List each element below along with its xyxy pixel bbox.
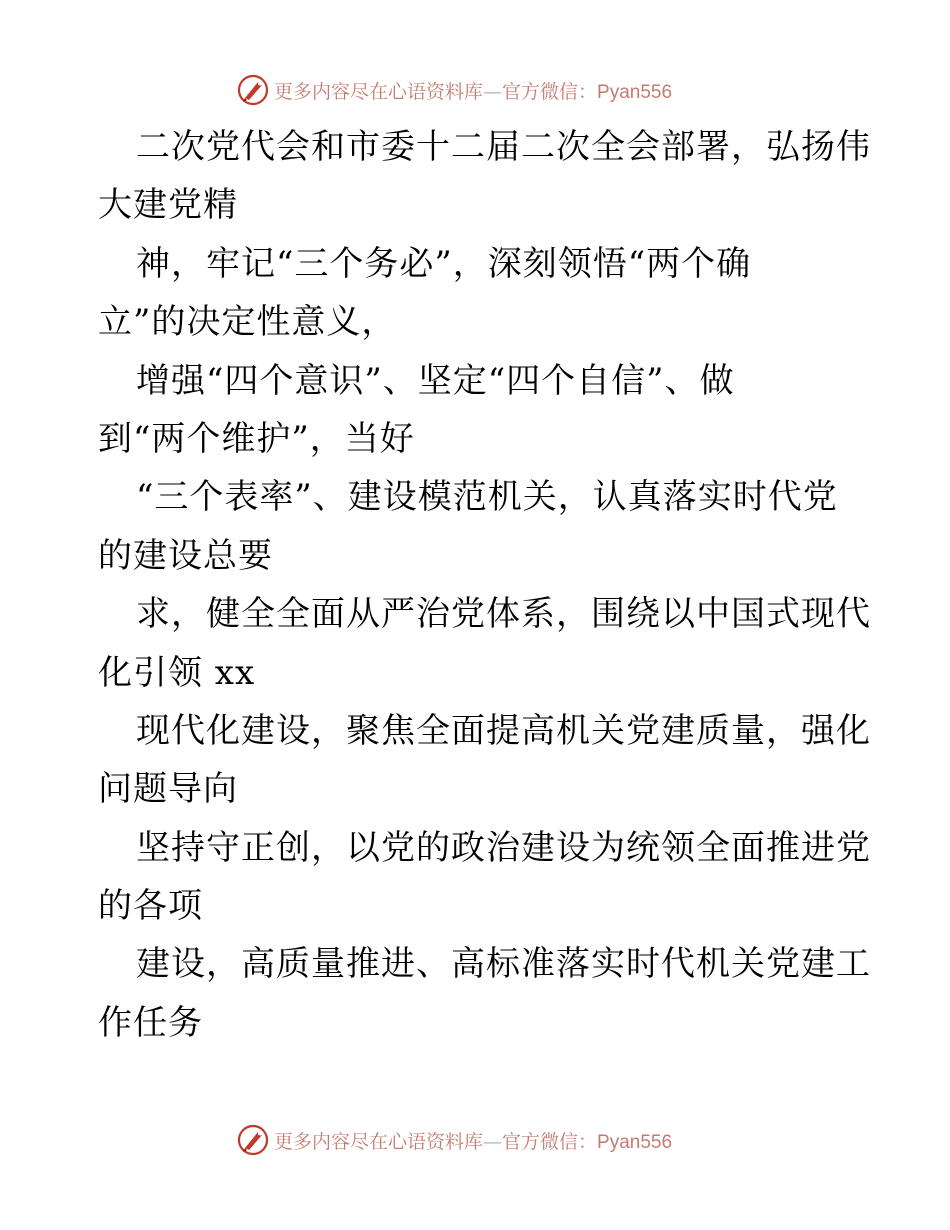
body-line: 二次党代会和市委十二届二次全会部署，弘扬伟: [136, 127, 871, 167]
watermark-separator: —: [483, 1130, 503, 1153]
body-line: 作任务: [98, 1002, 203, 1043]
body-line: 的建设总要: [98, 535, 273, 576]
pen-logo-icon: [236, 1123, 270, 1157]
footer-watermark: [236, 1123, 672, 1157]
body-line: 的各项: [98, 886, 203, 927]
body-line: 大建党精: [98, 185, 238, 226]
watermark-text: [274, 1127, 672, 1154]
body-line: 建设，高质量推进、高标准落实时代机关党建工: [136, 944, 871, 985]
watermark-channel: 官方微信：: [502, 1130, 598, 1153]
body-line: 问题导向: [98, 769, 238, 810]
header-watermark: [236, 73, 672, 107]
watermark-text: [274, 77, 672, 104]
body-line: 增强“四个意识”、坚定“四个自信”、做: [136, 360, 735, 401]
body-line: “三个表率”、建设模范机关，认真落实时代党: [136, 477, 838, 518]
document-body: [98, 118, 871, 1052]
watermark-account: Pyan556: [597, 81, 673, 103]
pen-logo-icon: [236, 73, 270, 107]
watermark-prefix: 更多内容尽在心语资料库: [274, 1130, 484, 1153]
body-line: 求，健全全面从严治党体系，围绕以中国式现代: [136, 594, 871, 635]
body-line: 化引领 xx: [98, 652, 256, 693]
body-line: 坚持守正创，以党的政治建设为统领全面推进党: [136, 827, 871, 868]
body-line: 立”的决定性意义，: [98, 302, 397, 343]
body-line: 到“两个维护”，当好: [98, 418, 415, 459]
watermark-prefix: 更多内容尽在心语资料库: [274, 80, 484, 103]
watermark-separator: —: [483, 80, 503, 103]
watermark-account: Pyan556: [597, 1131, 673, 1153]
body-line: 神，牢记“三个务必”，深刻领悟“两个确: [136, 243, 752, 284]
watermark-channel: 官方微信：: [502, 80, 598, 103]
body-line: 现代化建设，聚焦全面提高机关党建质量，强化: [136, 710, 871, 751]
